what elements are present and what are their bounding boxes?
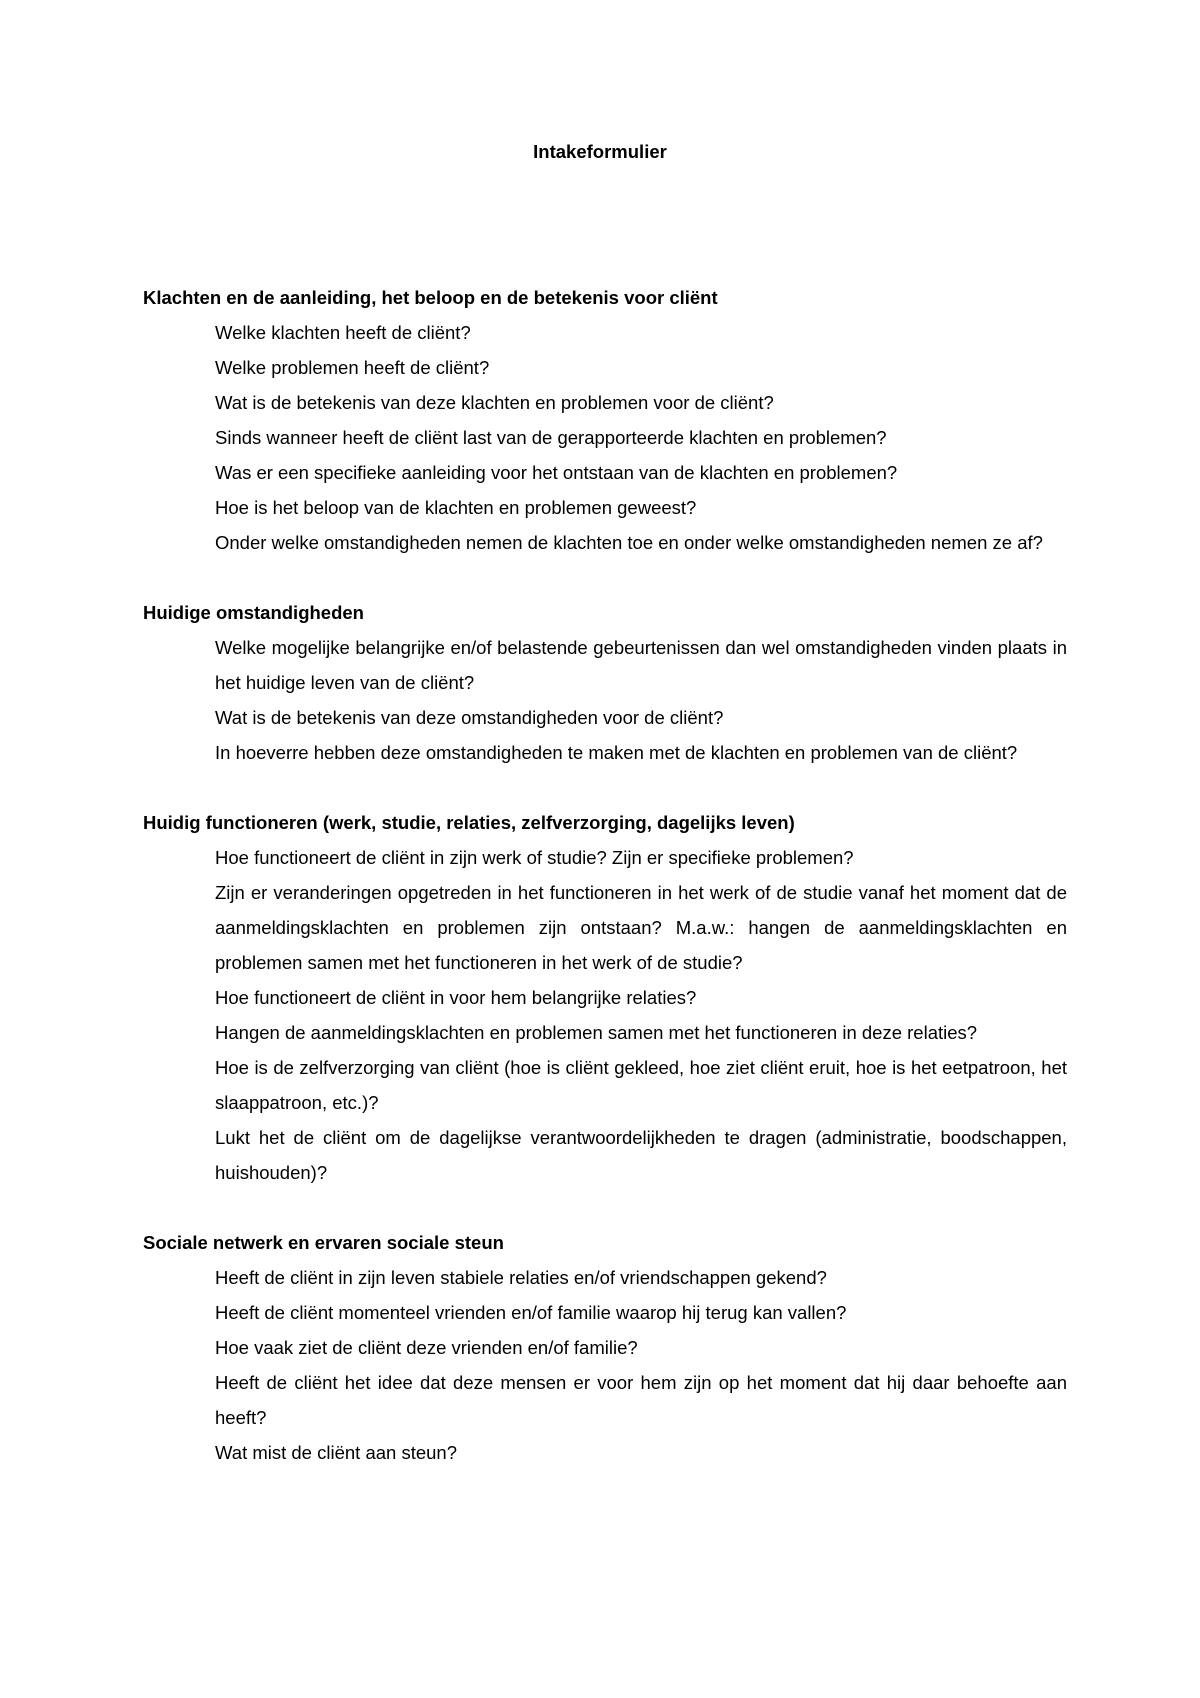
section-heading: Huidige omstandigheden — [143, 602, 364, 623]
section-klachten — [143, 280, 1067, 560]
question-item: Wat is de betekenis van deze klachten en problemen voor de cliënt? — [215, 392, 774, 413]
document-body — [143, 280, 1067, 1505]
section-huidig-functioneren — [143, 805, 1067, 1190]
question-item: Zijn er veranderingen opgetreden in het functioneren in het werk of de studie vanaf het moment dat de aanmeldingsklachten en problemen zijn ontstaan? M.a.w.: hangen de aanmeldingsklachten en problemen samen met het functioneren in het werk of de studie? — [215, 882, 1067, 973]
question-item: Hangen de aanmeldingsklachten en problemen samen met het functioneren in deze relaties? — [215, 1022, 978, 1043]
question-item: Was er een specifieke aanleiding voor het ontstaan van de klachten en problemen? — [215, 462, 898, 483]
question-item: Wat is de betekenis van deze omstandigheden voor de cliënt? — [215, 707, 724, 728]
question-item: Hoe functioneert de cliënt in zijn werk of studie? Zijn er specifieke problemen? — [215, 847, 854, 868]
question-item: Heeft de cliënt in zijn leven stabiele relaties en/of vriendschappen gekend? — [215, 1267, 827, 1288]
question-list — [143, 840, 1067, 1190]
question-item: Hoe is de zelfverzorging van cliënt (hoe is cliënt gekleed, hoe ziet cliënt eruit, hoe is het eetpatroon, het slaappatroon, etc.)? — [215, 1057, 1067, 1113]
question-item: Hoe functioneert de cliënt in voor hem belangrijke relaties? — [215, 987, 697, 1008]
question-item: Heeft de cliënt het idee dat deze mensen er voor hem zijn op het moment dat hij daar behoefte aan heeft? — [215, 1372, 1067, 1428]
question-item: Welke problemen heeft de cliënt? — [215, 357, 490, 378]
section-heading: Klachten en de aanleiding, het beloop en de betekenis voor cliënt — [143, 287, 718, 308]
question-item: Sinds wanneer heeft de cliënt last van de gerapporteerde klachten en problemen? — [215, 427, 887, 448]
question-item: Hoe is het beloop van de klachten en problemen geweest? — [215, 497, 697, 518]
question-item: Onder welke omstandigheden nemen de klachten toe en onder welke omstandigheden nemen ze af? — [215, 532, 1043, 553]
question-list — [143, 1260, 1067, 1470]
question-item: Welke mogelijke belangrijke en/of belastende gebeurtenissen dan wel omstandigheden vinden plaats in het huidige leven van de cliënt? — [215, 637, 1067, 693]
section-heading: Huidig functioneren (werk, studie, relaties, zelfverzorging, dagelijks leven) — [143, 812, 795, 833]
question-item: Welke klachten heeft de cliënt? — [215, 322, 471, 343]
section-huidige-omstandigheden — [143, 595, 1067, 770]
question-item: Lukt het de cliënt om de dagelijkse verantwoordelijkheden te dragen (administratie, boodschappen, huishouden)? — [215, 1127, 1067, 1183]
section-sociale-netwerk — [143, 1225, 1067, 1470]
question-list — [143, 630, 1067, 770]
question-item: Hoe vaak ziet de cliënt deze vrienden en/of familie? — [215, 1337, 638, 1358]
document-title: Intakeformulier — [533, 141, 667, 162]
question-item: Wat mist de cliënt aan steun? — [215, 1442, 457, 1463]
section-heading: Sociale netwerk en ervaren sociale steun — [143, 1232, 504, 1253]
question-list — [143, 315, 1067, 560]
question-item: In hoeverre hebben deze omstandigheden te maken met de klachten en problemen van de cliënt? — [215, 742, 1018, 763]
question-item: Heeft de cliënt momenteel vrienden en/of familie waarop hij terug kan vallen? — [215, 1302, 847, 1323]
